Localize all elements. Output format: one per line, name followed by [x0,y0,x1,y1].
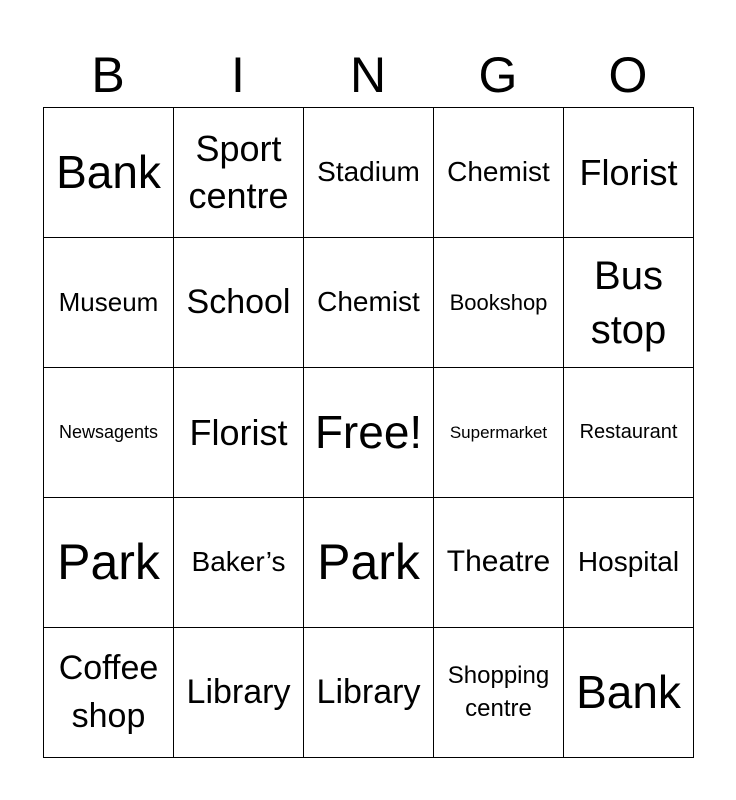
cell-label: Hospital [577,546,680,578]
header-letter-g: G [478,47,518,103]
cell-label: Bus stop [590,253,667,352]
bingo-cell-r3-c5[interactable] [564,368,694,498]
cell-label: Park [317,533,420,590]
bingo-cell-r1-c1[interactable] [44,108,174,238]
cell-label: Coffee shop [58,648,159,735]
header-letter-o: O [608,47,648,103]
cell-label: Bank [56,146,161,199]
bingo-cell-r3-c3[interactable] [304,368,434,498]
cell-label: Free! [314,406,423,459]
cell-label: Sport centre [188,127,289,216]
bingo-cell-r3-c1[interactable] [44,368,174,498]
bingo-cell-r2-c5[interactable] [564,238,694,368]
cell-label: Newsagents [58,422,159,443]
header-letter-i: I [231,47,245,103]
bingo-cell-r3-c2[interactable] [174,368,304,498]
bingo-cell-r1-c5[interactable] [564,108,694,238]
bingo-cell-r5-c4[interactable] [434,628,564,758]
bingo-cell-r2-c2[interactable] [174,238,304,368]
bingo-cell-r1-c4[interactable] [434,108,564,238]
bingo-cell-r4-c1[interactable] [44,498,174,628]
cell-label: School [186,282,291,321]
cell-label: Florist [579,151,678,193]
bingo-cell-r1-c3[interactable] [304,108,434,238]
cell-label: Chemist [317,286,420,318]
bingo-cell-r2-c1[interactable] [44,238,174,368]
cell-label: Baker’s [191,546,286,578]
cell-label: Bookshop [449,289,548,315]
bingo-cell-r4-c4[interactable] [434,498,564,628]
bingo-cell-r3-c4[interactable] [434,368,564,498]
bingo-cell-r1-c2[interactable] [174,108,304,238]
bingo-cell-r4-c3[interactable] [304,498,434,628]
bingo-cell-r5-c5[interactable] [564,628,694,758]
bingo-cell-r2-c4[interactable] [434,238,564,368]
cell-label: Restaurant [579,421,678,443]
header-letter-n: N [349,47,387,103]
cell-label: Library [186,672,291,711]
cell-label: Theatre [446,545,551,579]
cell-label: Supermarket [449,422,548,442]
cell-label: Park [57,533,160,590]
bingo-cell-r5-c3[interactable] [304,628,434,758]
cell-label: Museum [58,286,159,317]
bingo-cell-r2-c3[interactable] [304,238,434,368]
cell-label: Library [316,672,421,711]
cell-label: Bank [576,666,681,719]
bingo-header [43,42,693,108]
bingo-cell-r4-c2[interactable] [174,498,304,628]
cell-label: Shopping centre [447,662,550,722]
cell-label: Florist [189,411,288,453]
cell-label: Stadium [317,156,420,188]
cell-label: Chemist [447,156,550,188]
bingo-board [43,107,694,758]
bingo-cell-r5-c2[interactable] [174,628,304,758]
bingo-cell-r5-c1[interactable] [44,628,174,758]
bingo-cell-r4-c5[interactable] [564,498,694,628]
header-letter-b: B [91,47,125,103]
